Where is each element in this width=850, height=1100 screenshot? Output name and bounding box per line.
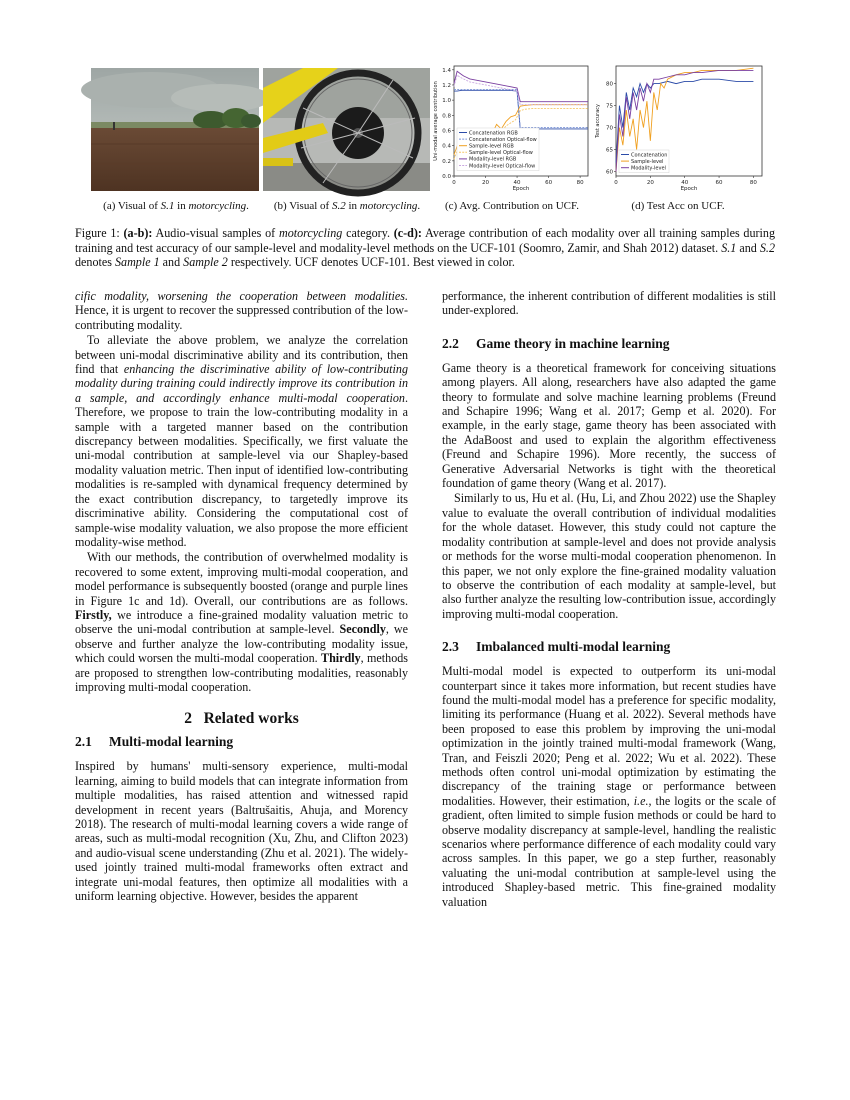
legend-label: Modality-level RGB bbox=[469, 156, 517, 163]
x-tick-label: 0 bbox=[614, 180, 618, 186]
legend-label: Concatenation bbox=[631, 152, 668, 159]
subcaption-b: (b) Visual of S.2 in motorcycling. bbox=[273, 200, 421, 212]
y-tick-label: 1.2 bbox=[442, 82, 451, 89]
series-line bbox=[454, 90, 588, 129]
paragraph: Game theory is a theoretical framework for conceiving situations among players. All along, researchers have also adapted the game theory to formulate and solve machine learning problems (Freund and Schapire 1996; Wang et al. 2017; Gemp et al. 2020). For example, in the early stage, game theory has been associated with the AdaBoost and used to explain the algorithm effectiveness (Freund and Schapire 1996). More recently, the success of Generative Adversarial Networks is tight with the theoretical foundation of game theory (Wang et al. 2017). bbox=[442, 360, 776, 491]
section-heading: 2 Related works bbox=[184, 710, 299, 728]
y-tick-label: 70 bbox=[606, 125, 613, 132]
x-tick-label: 40 bbox=[681, 180, 689, 186]
x-tick-label: 60 bbox=[715, 180, 723, 186]
x-tick-label: 60 bbox=[545, 180, 553, 186]
x-tick-label: 40 bbox=[513, 180, 521, 186]
legend-label: Sample-level bbox=[631, 158, 664, 165]
legend-label: Concatenation Optical-flow bbox=[469, 136, 537, 143]
series-line bbox=[454, 71, 588, 101]
figure-image-sample1 bbox=[91, 68, 259, 191]
paragraph: Inspired by humans' multi-sensory experience, multi-modal learning, aiming to build models that can integrate information from multiple modalities, has raised attention and witnessed rapid development in recent years (Baltrušaitis, Ahuja, and Morency 2018). The research of multi-modal learning covers a wide range of areas, such as multi-modal recognition (Xu, Zhu, and Clifton 2023) and audio-visual scene understanding (Zhu et al. 2021). The widely-used jointly trained multi-modal frameworks often extract and integrate uni-modal features, then optimize all modalities with a uniform learning objective. However, besides the apparent bbox=[75, 759, 408, 904]
x-tick-label: 20 bbox=[646, 180, 654, 186]
paragraph: cific modality, worsening the cooperation between modalities. Hence, it is urgent to recover the suppressed contribution of the low-contributing modality. bbox=[75, 289, 408, 332]
subsection-heading: 2.2 Game theory in machine learning bbox=[442, 335, 670, 351]
figure-caption: Figure 1: (a-b): Audio-visual samples of motorcycling category. (c-d): Average contribution of each modality over all training samples during training and test accuracy of our sample-level and modality-level methods on the UCF-101 (Soomro, Zamir, and Shah 2012) dataset. S.1 and S.2 denotes Sample 1 and Sample 2 respectively. UCF denotes UCF-101. Best viewed in color. bbox=[75, 226, 775, 269]
legend-label: Concatenation RGB bbox=[469, 130, 518, 137]
y-tick-label: 0.2 bbox=[442, 158, 451, 165]
y-tick-label: 0.0 bbox=[442, 174, 451, 180]
x-axis-label: Epoch bbox=[680, 186, 698, 192]
subcaption-c: (c) Avg. Contribution on UCF. bbox=[445, 200, 579, 212]
y-axis-label: Uni-modal average contribution bbox=[433, 81, 439, 161]
x-axis-label: Epoch bbox=[512, 186, 530, 192]
y-tick-label: 1.4 bbox=[442, 67, 451, 74]
x-tick-label: 80 bbox=[576, 180, 584, 186]
y-tick-label: 65 bbox=[606, 147, 613, 154]
y-tick-label: 0.6 bbox=[442, 128, 451, 135]
y-tick-label: 0.8 bbox=[442, 113, 451, 120]
legend-label: Sample-level Optical-flow bbox=[469, 150, 533, 157]
legend-label: Modality-level bbox=[631, 165, 666, 172]
chart-test-accuracy bbox=[596, 62, 766, 196]
paragraph: With our methods, the contribution of overwhelmed modality is recovered to some extent, improving multi-modal cooperation, and model performance is subsequently boosted (orange and purple lines in Figure 1c and 1d). Overall, our contributions are as follows. Firstly, we introduce a fine-grained modality valuation metric to observe the uni-modal contribution at sample-level. Secondly, we observe and further analyze the low-contributing modality issue, which could worsen the multi-modal cooperation. Thirdly, methods are proposed to strengthen low-contributing modalities, reasonably improving multi-modal cooperation. bbox=[75, 550, 409, 694]
y-tick-label: 1.0 bbox=[442, 98, 451, 105]
chart-avg-contribution bbox=[432, 62, 592, 196]
y-tick-label: 75 bbox=[606, 103, 613, 110]
y-tick-label: 60 bbox=[606, 169, 613, 176]
subsection-heading: 2.3 Imbalanced multi-modal learning bbox=[442, 639, 671, 655]
left-column bbox=[75, 289, 408, 903]
right-column bbox=[442, 289, 776, 909]
subcaption-a: (a) Visual of S.1 in motorcycling. bbox=[103, 200, 249, 212]
x-tick-label: 0 bbox=[452, 180, 456, 186]
subsection-heading: 2.1 Multi-modal learning bbox=[75, 734, 234, 750]
figure-image-sample2 bbox=[263, 68, 430, 191]
legend-label: Modality-level Optical-flow bbox=[469, 163, 536, 170]
y-tick-label: 80 bbox=[606, 81, 613, 88]
paragraph: Multi-modal model is expected to outperform its uni-modal counterpart since it takes more information, but recent studies have found the multi-modal model has a preference for specific modality, limiting its performance (Huang et al. 2022). Several methods have been proposed to ease this problem by improving the uni-modal optimization in the jointly trained multi-modal framework (Wang, Tran, and Feiszli 2020; Peng et al. 2022; Wu et al. 2022). These methods often control uni-modal optimization by estimating the discrepancy of the training stage or performance between modalities. However, their estimation, i.e., the logits or the scale of gradient, often limited to simple fusion methods or could be hard to observe modality discrepancy at sample-level, handling the realistic scenarios where performance difference of each modality could vary across samples. In this paper, we go a step further, reasonably valuating the uni-modal contribution at sample-level using the introduced Shapley-based metric. This fine-grained modality valuation bbox=[442, 664, 777, 909]
paragraph: performance, the inherent contribution of different modalities is still under-explored. bbox=[442, 289, 776, 318]
paragraph: To alleviate the above problem, we analyze the correlation between uni-modal discriminative ability and its contribution, then find that enhancing the discriminative ability of low-contributing modality during training could indirectly improve its contribution in a sample, and accordingly enhance multi-modal cooperation. Therefore, we propose to train the low-contributing modality in a sample with a targeted manner based on the contribution discrepancy between modalities. Specifically, we first valuate the uni-modal contribution at sample-level via our Shapley-based modality valuation metric. Then input of identified low-contributing modalities is re-sampled with dynamical frequency determined by the exact contribution discrepancy, to targetedly improve its discriminative ability. Considering the computational cost of sample-wise modality valuation, we also propose the more efficient modality-wise method. bbox=[75, 333, 408, 549]
paragraph: Similarly to us, Hu et al. (Hu, Li, and Zhou 2022) use the Shapley value to evaluate the overall contribution of individual modalities for the whole dataset. However, this study could not capture the modality contribution at sample-level and does not provide analysis or methods for the worse multi-modal cooperation phenomenon. In this paper, we not only explore the fine-grained modality valuation to observe the contribution of each modality at sample-level, but also further analyze the resulting low-contribution issue, accordingly improving multi-modal cooperation. bbox=[442, 491, 776, 621]
x-tick-label: 80 bbox=[749, 180, 757, 186]
y-axis-label: Test accuracy bbox=[595, 104, 601, 138]
x-tick-label: 20 bbox=[482, 180, 490, 186]
legend-label: Sample-level RGB bbox=[469, 143, 514, 150]
y-tick-label: 0.4 bbox=[442, 143, 451, 150]
subcaption-d: (d) Test Acc on UCF. bbox=[631, 200, 725, 212]
